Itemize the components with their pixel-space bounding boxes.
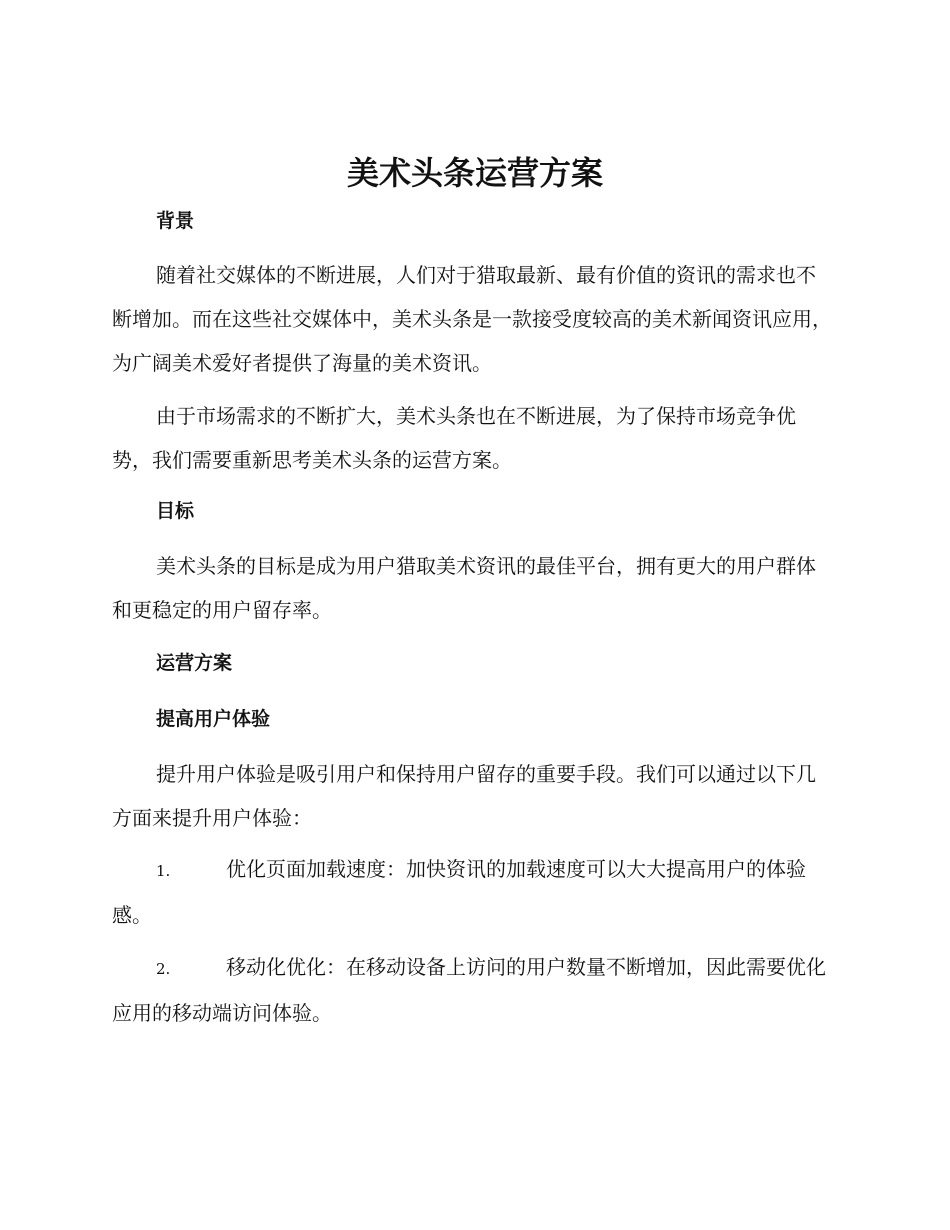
- list-item-number: 2.: [156, 960, 171, 978]
- heading-goal: 目标: [156, 500, 195, 522]
- list-item-text: 移动化优化：在移动设备上访问的用户数量不断增加，因此需要优化应用的移动端访问体验。: [112, 955, 826, 1025]
- heading-operation: 运营方案: [156, 652, 233, 674]
- paragraph-user-experience: 提升用户体验是吸引用户和保持用户留存的重要手段。我们可以通过以下几方面来提升用户体验：: [112, 762, 816, 830]
- list-item-text: 优化页面加载速度：加快资讯的加载速度可以大大提高用户的体验感。: [112, 857, 806, 927]
- heading-user-experience: 提高用户体验: [156, 708, 271, 730]
- paragraph-background-2: 由于市场需求的不断扩大，美术头条也在不断进展，为了保持市场竞争优势，我们需要重新思考美术头条的运营方案。: [112, 404, 796, 472]
- list-item-number: 1.: [156, 862, 171, 880]
- document-title: 美术头条运营方案: [346, 154, 603, 192]
- list-item: [112, 847, 832, 937]
- heading-background: 背景: [156, 210, 195, 232]
- paragraph-goal: 美术头条的目标是成为用户猎取美术资讯的最佳平台，拥有更大的用户群体和更稳定的用户留存率。: [112, 554, 816, 622]
- list-item: [112, 945, 832, 1035]
- paragraph-background-1: 随着社交媒体的不断进展，人们对于猎取最新、最有价值的资讯的需求也不断增加。而在这些社交媒体中，美术头条是一款接受度较高的美术新闻资讯应用，为广阔美术爱好者提供了海量的美术资讯。: [112, 263, 832, 375]
